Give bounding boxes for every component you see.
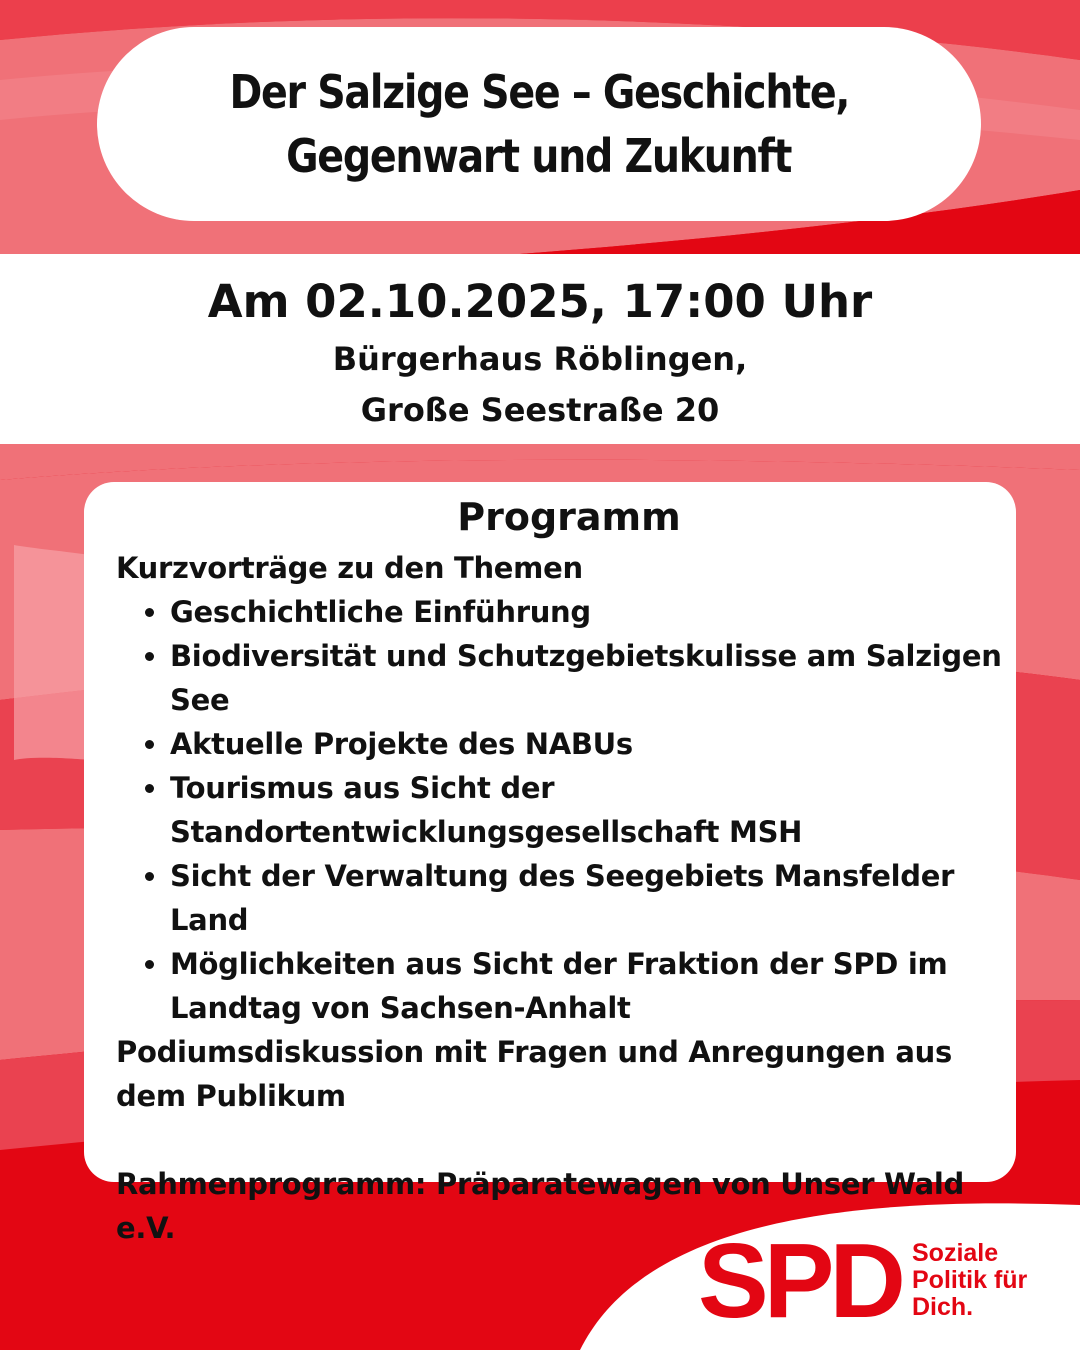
slogan-line-3: Dich. xyxy=(912,1293,974,1321)
program-card xyxy=(84,482,1016,1245)
slogan-line-1: Soziale xyxy=(912,1239,999,1267)
spd-wordmark: SPD xyxy=(698,1222,901,1340)
program-heading: Programm xyxy=(457,495,681,539)
title-banner xyxy=(97,27,981,221)
spacer xyxy=(116,1118,1016,1162)
spd-slogan xyxy=(912,1240,1027,1321)
program-discussion: Podiumsdiskussion mit Fragen und Anregungen aus dem Publikum xyxy=(116,1035,952,1113)
program-side-program: Rahmenprogramm: Präparatewagen von Unser Wald e.V. xyxy=(116,1167,965,1245)
spd-logo xyxy=(698,1222,1048,1340)
event-location-line-1: Bürgerhaus Röblingen, xyxy=(332,340,748,378)
slogan-line-2: Politik für xyxy=(912,1266,1028,1294)
title-line-1: Der Salzige See – Geschichte, xyxy=(229,65,849,119)
event-location-line-2: Große Seestraße 20 xyxy=(360,391,720,429)
program-topic: • Möglichkeiten aus Sicht der Fraktion der SPD im Landtag von Sachsen-Anhalt xyxy=(170,942,1016,1030)
program-intro: Kurzvorträge zu den Themen xyxy=(116,551,583,585)
event-date-time: Am 02.10.2025, 17:00 Uhr xyxy=(207,275,873,328)
program-topic: • Geschichtliche Einführung xyxy=(170,590,1016,634)
program-topic-list xyxy=(116,590,1016,1030)
program-body xyxy=(116,546,1016,1250)
title-line-2: Gegenwart und Zukunft xyxy=(286,129,792,183)
program-topic: • Sicht der Verwaltung des Seegebiets Mansfelder Land xyxy=(170,854,1016,942)
event-info-band xyxy=(0,254,1080,444)
program-topic: • Biodiversität und Schutzgebietskulisse am Salzigen See xyxy=(170,634,1016,722)
program-topic: • Aktuelle Projekte des NABUs xyxy=(170,722,1016,766)
program-topic: • Tourismus aus Sicht der Standortentwicklungsgesellschaft MSH xyxy=(170,766,1016,854)
